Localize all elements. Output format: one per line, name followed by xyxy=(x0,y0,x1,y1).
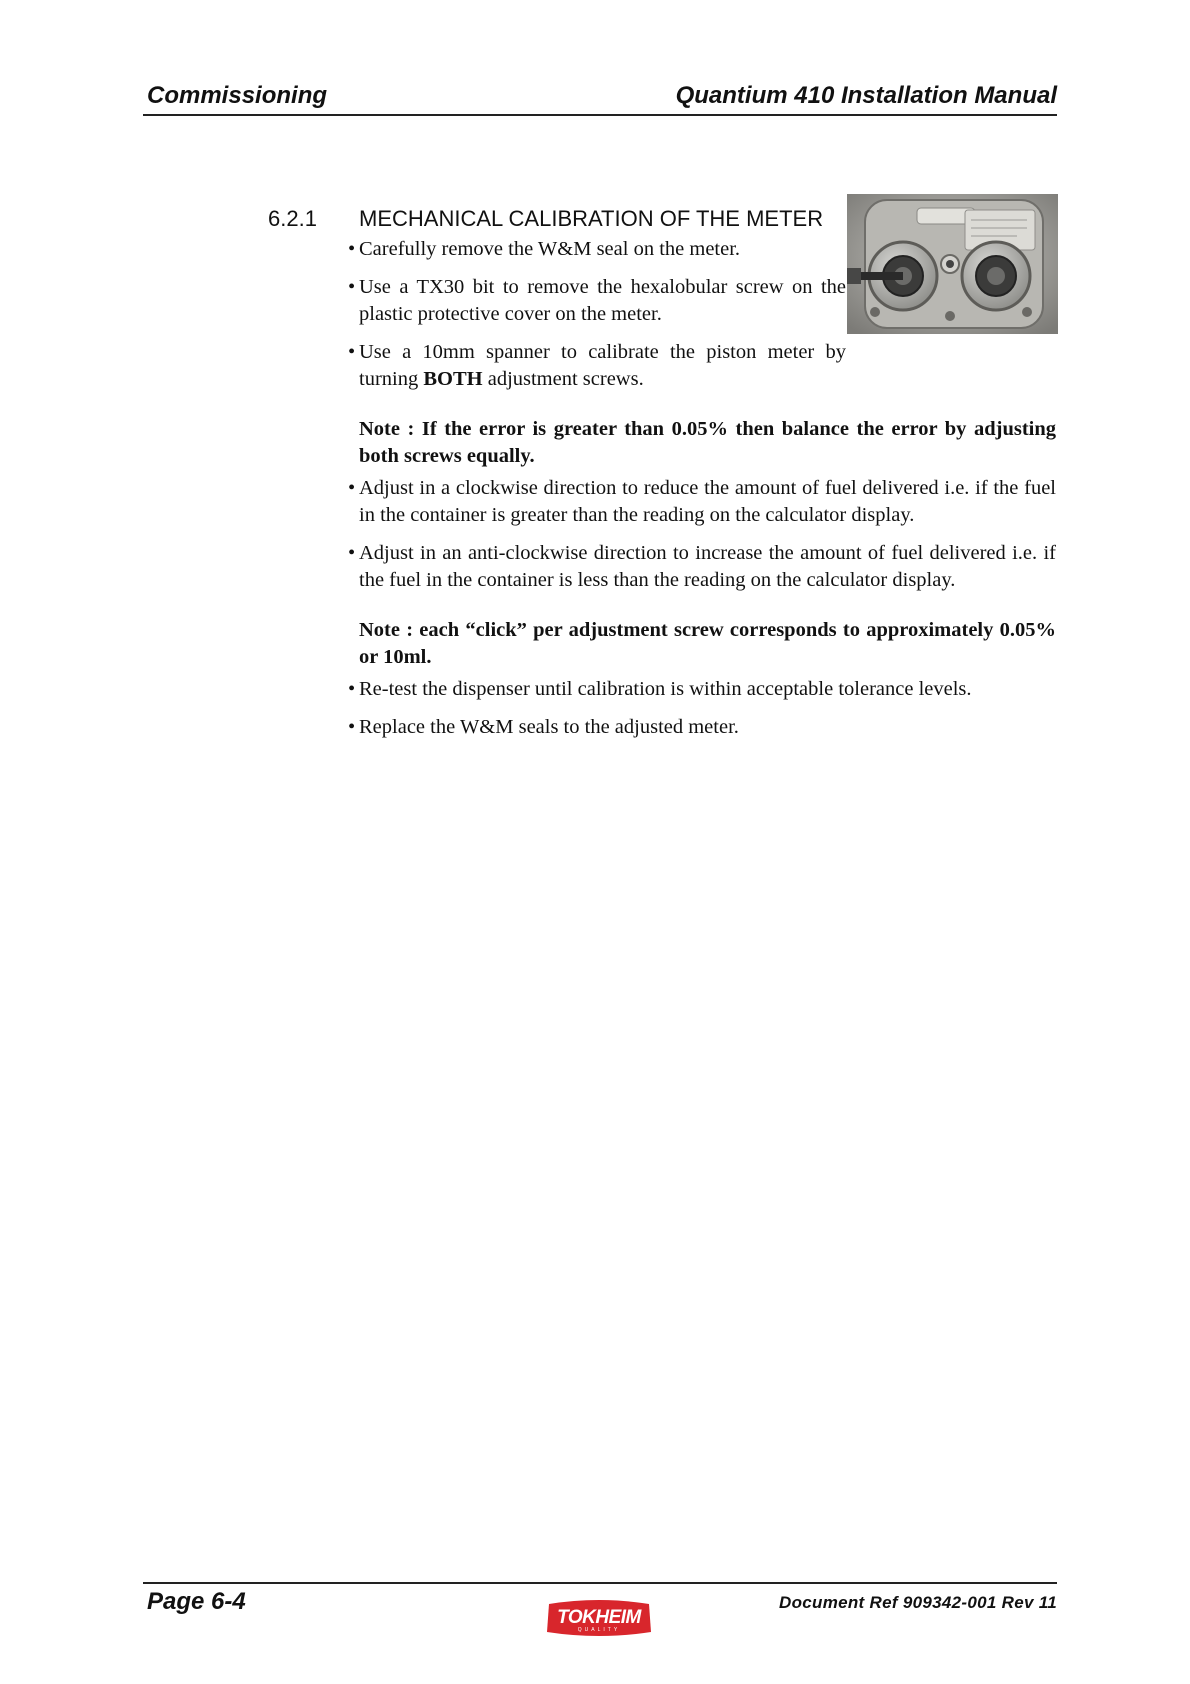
note-click-value: Note : each “click” per adjustment screw corresponds to approximately 0.05% or 10ml. xyxy=(359,619,1056,668)
bullet-mark: • xyxy=(348,341,356,363)
header-section-title: Commissioning xyxy=(147,82,328,109)
section-number: 6.2.1 xyxy=(268,206,317,231)
bullet-mark: • xyxy=(348,238,356,260)
footer-rule xyxy=(143,1582,1057,1584)
body-content xyxy=(348,236,1056,752)
list-item xyxy=(348,236,846,263)
section-title: MECHANICAL CALIBRATION OF THE METER xyxy=(359,206,824,231)
bullet-bold-text: BOTH xyxy=(423,368,483,390)
svg-text:QUALITY: QUALITY xyxy=(577,1627,621,1633)
list-item xyxy=(348,339,846,393)
bullet-mark: • xyxy=(348,716,356,738)
bullet-mark: • xyxy=(348,678,356,700)
page-number: Page 6-4 xyxy=(147,1588,246,1615)
bullet-text: Use a 10mm spanner to calibrate the piston meter by turning xyxy=(359,341,846,390)
bullet-text: Adjust in a clockwise direction to reduce the amount of fuel delivered i.e. if the fuel in the container is greater than the reading on the calculator display. xyxy=(359,477,1056,526)
note-error-balance: Note : If the error is greater than 0.05% then balance the error by adjusting both screws equally. xyxy=(359,418,1056,467)
list-item xyxy=(348,676,1056,703)
svg-text:TOKHEIM: TOKHEIM xyxy=(557,1607,641,1628)
bullet-text: adjustment screws. xyxy=(482,368,644,390)
bullet-mark: • xyxy=(348,477,356,499)
bullet-text: Re-test the dispenser until calibration is within acceptable tolerance levels. xyxy=(359,678,972,700)
bullet-mark: • xyxy=(348,276,356,298)
bullet-text: Use a TX30 bit to remove the hexalobular screw on the plastic protective cover on the meter. xyxy=(359,276,846,325)
tokheim-logo xyxy=(543,1598,655,1644)
list-item xyxy=(348,475,1056,529)
bullet-text: Carefully remove the W&M seal on the meter. xyxy=(359,238,741,260)
header-rule xyxy=(143,114,1057,116)
bullet-text: Adjust in an anti-clockwise direction to increase the amount of fuel delivered i.e. if the fuel in the container is less than the reading on the calculator display. xyxy=(359,542,1056,591)
bullet-mark: • xyxy=(348,542,356,564)
list-item xyxy=(348,714,1056,741)
list-item xyxy=(348,540,1056,594)
header-manual-title: Quantium 410 Installation Manual xyxy=(675,82,1057,109)
list-item xyxy=(348,274,846,328)
bullet-text: Replace the W&M seals to the adjusted meter. xyxy=(359,716,739,738)
document-reference: Document Ref 909342-001 Rev 11 xyxy=(779,1593,1057,1612)
